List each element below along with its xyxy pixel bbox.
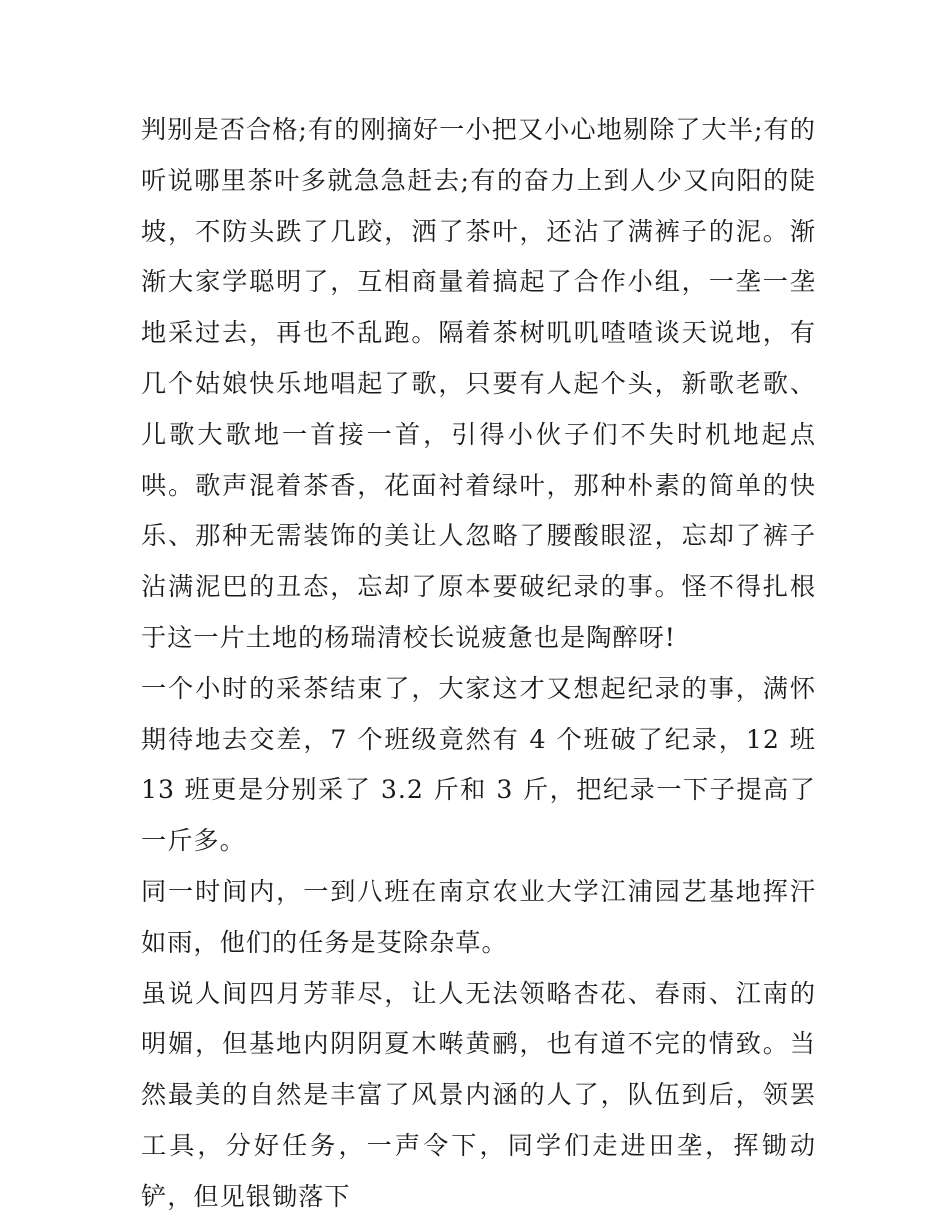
paragraph-tea-picking: 判别是否合格;有的刚摘好一小把又小心地剔除了大半;有的听说哪里茶叶多就急急赶去;有的奋力上到人少又向阳的陡坡，不防头跌了几跤，洒了茶叶，还沾了满裤子的泥。渐渐大家学聪明了，互相商量着搞起了合作小组，一垄一垄地采过去，再也不乱跑。隔着茶树叽叽喳喳谈天说地，有几个姑娘快乐地唱起了歌，只要有人起个头，新歌老歌、儿歌大歌地一首接一首，引得小伙子们不失时机地起点哄。歌声混着茶香，花面衬着绿叶，那种朴素的简单的快乐、那种无需装饰的美让人忽略了腰酸眼涩，忘却了裤子沾满泥巴的丑态，忘却了原本要破纪录的事。怪不得扎根于这一片土地的杨瑞清校长说疲惫也是陶醉呀! — [141, 115, 816, 652]
paragraph-base-scenery: 虽说人间四月芳菲尽，让人无法领略杏花、春雨、江南的明媚，但基地内阴阴夏木啭黄鹂，也有道不完的情致。当然最美的自然是丰富了风景内涵的人了，队伍到后，领罢工具，分好任务，一声令下，同学们走进田垄，挥锄动铲，但见银锄落下 — [141, 978, 816, 1211]
paragraph-weeding-task: 同一时间内，一到八班在南京农业大学江浦园艺基地挥汗如雨，他们的任务是芟除杂草。 — [141, 876, 816, 957]
document-body — [141, 105, 816, 1223]
paragraph-record-results: 一个小时的采茶结束了，大家这才又想起纪录的事，满怀期待地去交差，7 个班级竟然有 4 个班破了纪录，12 班 13 班更是分别采了 3.2 斤和 3 斤，把纪录一下子提高了一斤多。 — [141, 673, 816, 856]
